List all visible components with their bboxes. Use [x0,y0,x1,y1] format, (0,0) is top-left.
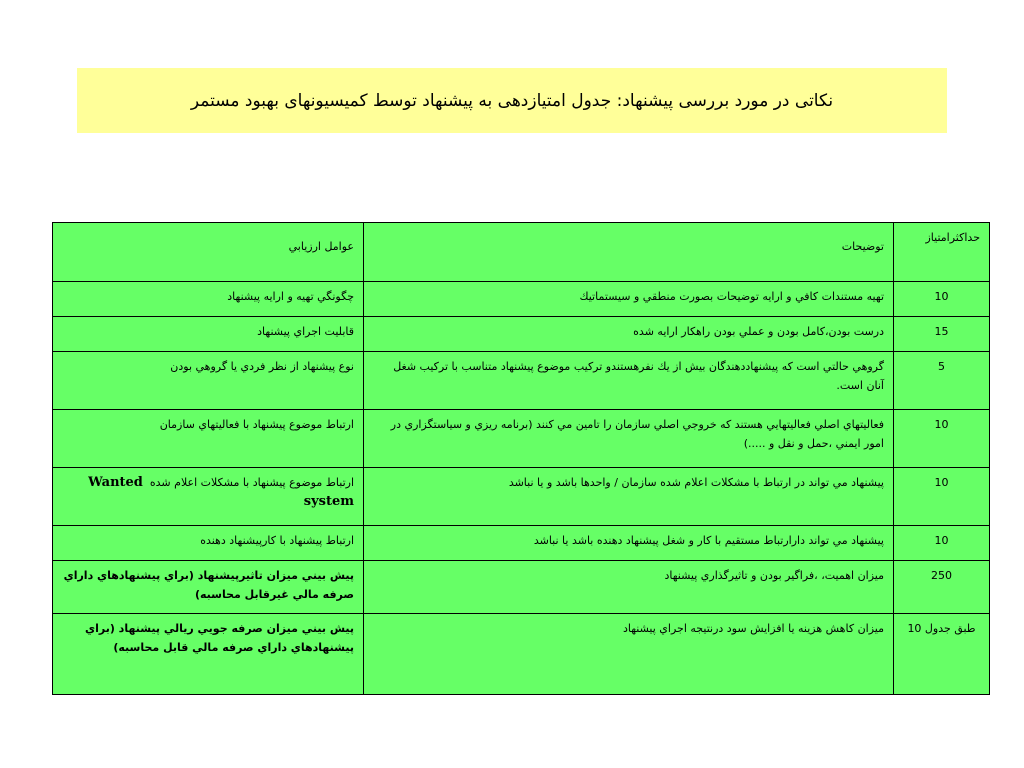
description-cell: پيشنهاد مي تواند دارارتباط مستقيم با كار و شغل پيشنهاد دهنده باشد يا نباشد [364,526,894,561]
header-max-score: حداکثرامتیاز [894,223,990,282]
table-row [53,282,990,317]
factor-cell [53,468,364,526]
factor-cell: پيش بيني ميزان صرفه جويي ريالي پيشنهاد (براي پيشنهادهاي داراي صرفه مالي قابل محاسبه) [53,614,364,695]
table-row [53,410,990,468]
max-score-cell: 15 [894,317,990,352]
table-row [53,526,990,561]
title-banner [77,68,947,133]
table-row [53,468,990,526]
max-score-cell: طبق جدول 10 [894,614,990,695]
max-score-cell: 10 [894,282,990,317]
max-score-cell: 10 [894,526,990,561]
factor-cell: ارتباط موضوع پيشنهاد با فعاليتهاي سازمان [53,410,364,468]
table-row [53,561,990,614]
description-cell: پيشنهاد مي تواند در ارتباط با مشكلات اعلام شده سازمان / واحدها باشد و يا نباشد [364,468,894,526]
factor-text: ارتباط موضوع پيشنهاد با مشكلات اعلام شده [149,476,354,489]
table-row [53,352,990,410]
header-factor: عوامل ارزيابي [53,223,364,282]
table-row [53,317,990,352]
table-row [53,614,990,695]
factor-cell: چگونگي تهيه و ارايه پيشنهاد [53,282,364,317]
description-cell: ميزان اهميت، ،فراگير بودن و تاثيرگذاري پيشنهاد [364,561,894,614]
factor-cell: قابليت اجراي پيشنهاد [53,317,364,352]
header-description: توضیحات [364,223,894,282]
factor-cell: نوع پيشنهاد از نظر فردي يا گروهي بودن [53,352,364,410]
max-score-cell: 250 [894,561,990,614]
evaluation-table [52,222,990,695]
max-score-cell: 10 [894,410,990,468]
max-score-cell: 10 [894,468,990,526]
max-score-cell: 5 [894,352,990,410]
table-header-row [53,223,990,282]
description-cell: درست بودن،كامل بودن و عملي بودن راهكار ارايه شده [364,317,894,352]
description-cell: گروهي حالتي است كه پيشنهاددهندگان بيش از يك نفرهستندو تركيب موضوع پيشنهاد متناسب با تركيب شغل آنان است. [364,352,894,410]
slide-title: نکاتی در مورد بررسی پیشنهاد: جدول امتیازدهی به پیشنهاد توسط کمیسیونهای بهبود مستمر [190,90,834,111]
factor-cell: پيش بيني ميزان تاثيرپيشنهاد (براي پيشنهادهاي داراي صرفه مالي غيرقابل محاسبه) [53,561,364,614]
factor-cell: ارتباط پيشنهاد با كارپيشنهاد دهنده [53,526,364,561]
description-cell: ميزان كاهش هزينه يا افزايش سود درنتيجه اجراي پيشنهاد [364,614,894,695]
description-cell: تهيه مستندات كافي و ارايه توضيحات بصورت منطقي و سيستماتيك [364,282,894,317]
description-cell: فعاليتهاي اصلي فعاليتهايي هستند كه خروجي اصلي سازمان را تامين مي كنند (برنامه ريزي و سياستگزاري در امور ايمني ،حمل و نقل و .....) [364,410,894,468]
factor-latin-text: Wanted system [88,475,354,509]
